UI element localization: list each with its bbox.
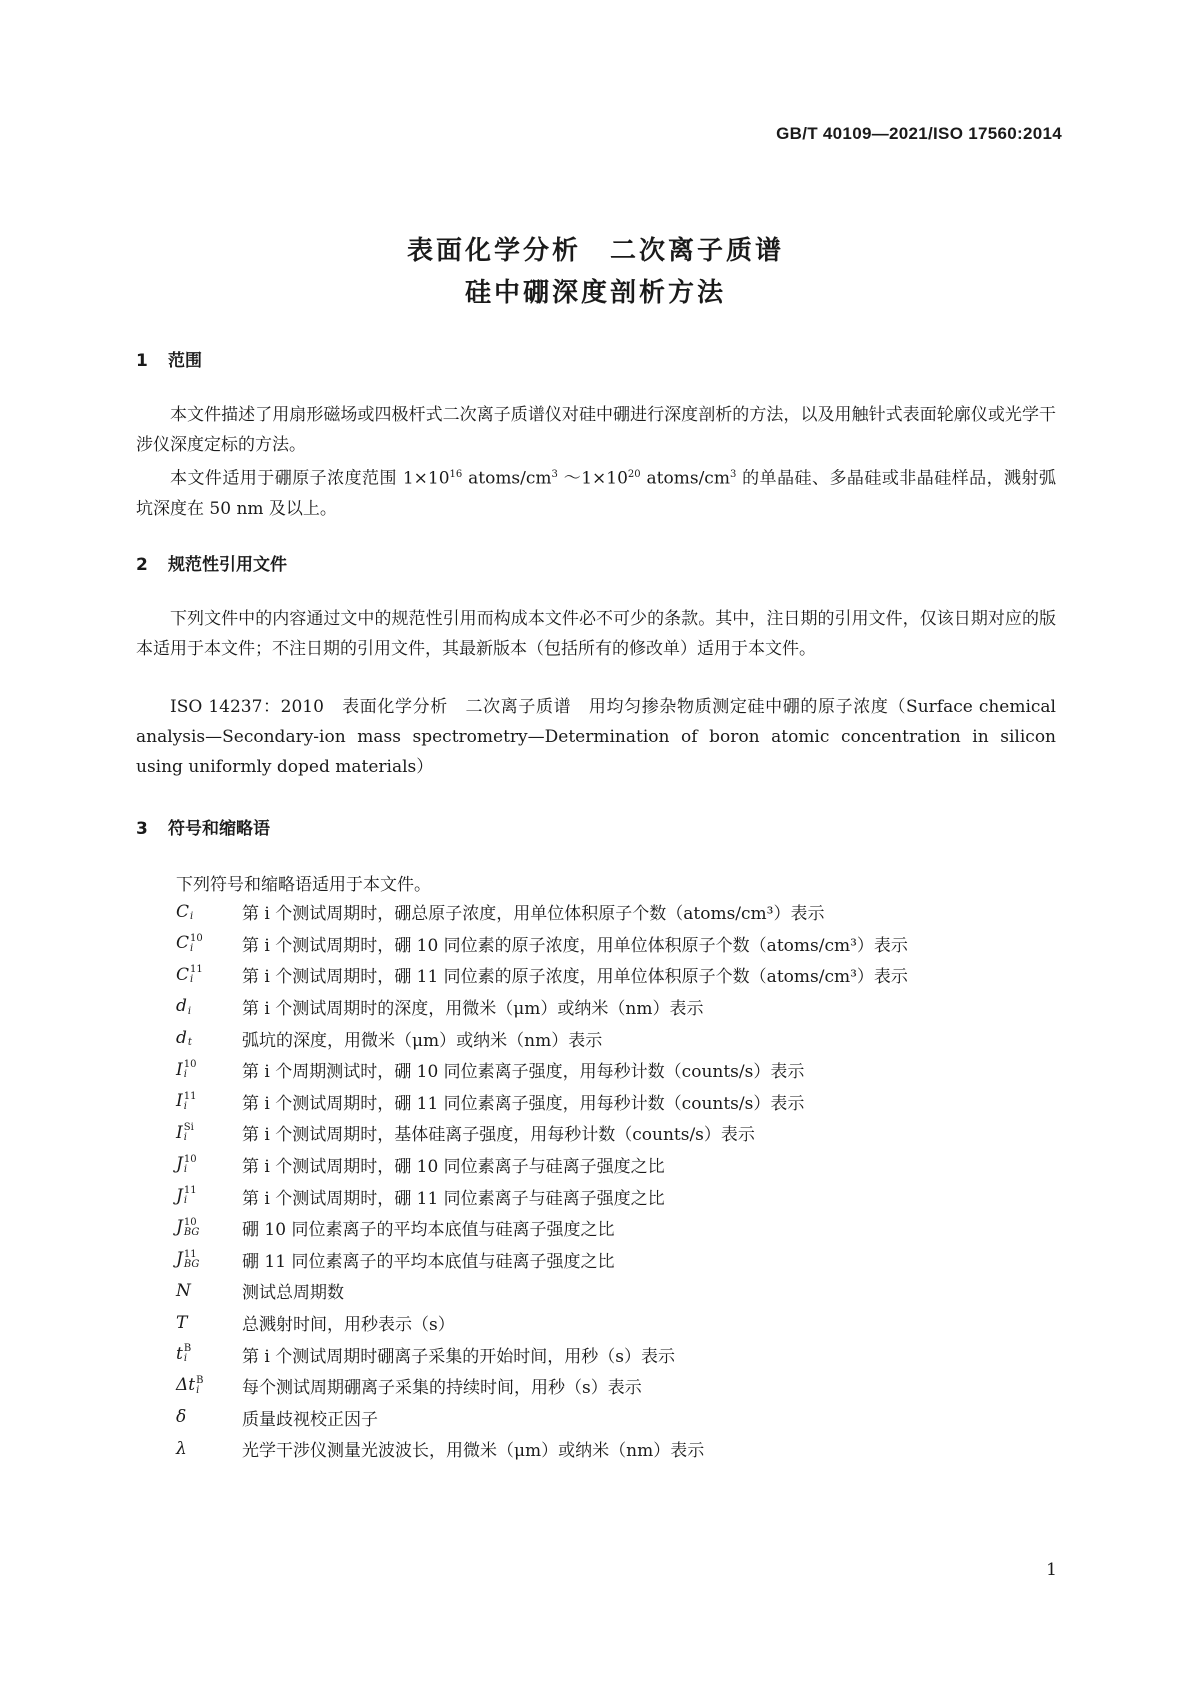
symbol-row: [176, 1275, 1056, 1307]
symbol-description: 第 i 个测试周期时，硼 11 同位素的原子浓度，用单位体积原子个数（atoms/cm³）表示: [242, 967, 908, 988]
symbol-description: 第 i 个测试周期时，硼总原子浓度，用单位体积原子个数（atoms/cm³）表示: [242, 904, 825, 925]
symbol-row: [176, 1149, 1056, 1181]
symbol-description: 第 i 个测试周期时，硼 10 同位素离子与硅离子强度之比: [242, 1157, 665, 1178]
symbol: J 11 BG: [176, 1248, 200, 1270]
symbol: C 10 i: [176, 932, 203, 954]
symbol: C i: [176, 901, 194, 923]
symbol-row: [176, 1022, 1056, 1054]
symbol-row: [176, 896, 1056, 928]
symbol: λ: [176, 1438, 187, 1459]
symbol-row: [176, 1244, 1056, 1276]
symbol-description: 光学干涉仪测量光波波长，用微米（μm）或纳米（nm）表示: [242, 1441, 705, 1462]
section-title: 范围: [168, 351, 202, 371]
symbol: J 10 BG: [176, 1216, 200, 1238]
symbol-description: 弧坑的深度，用微米（μm）或纳米（nm）表示: [242, 1030, 603, 1051]
section-title: 规范性引用文件: [168, 555, 287, 575]
symbol-row: [176, 1212, 1056, 1244]
symbol-row: [176, 1433, 1056, 1465]
symbol-description: 第 i 个测试周期时，硼 10 同位素的原子浓度，用单位体积原子个数（atoms/cm³）表示: [242, 935, 908, 956]
symbol: I 11 i: [176, 1090, 197, 1112]
symbol: d i: [176, 996, 192, 1017]
normative-reference-iso14237: ISO 14237：2010 表面化学分析 二次离子质谱 用均匀掺杂物质测定硅中硼的原子浓度（Surface chemical analysis—Secondary-ion mass spectrometry—Determination of boron atomic concentration in silicon using uniformly doped materials）: [136, 697, 1056, 777]
page-number: 1: [1046, 1560, 1057, 1580]
section-number: 2: [136, 555, 148, 575]
section-title: 符号和缩略语: [168, 819, 270, 839]
section-heading-scope: [136, 346, 202, 371]
symbol-row: [176, 928, 1056, 960]
symbol: δ: [176, 1407, 187, 1428]
symbol-description: 测试总周期数: [242, 1283, 344, 1304]
symbol-description: 第 i 个测试周期时，硼 11 同位素离子强度，用每秒计数（counts/s）表示: [242, 1093, 805, 1114]
symbol: I Si i: [176, 1122, 194, 1144]
symbol-row: [176, 991, 1056, 1023]
document-title-line2: 硅中硼深度剖析方法: [464, 278, 726, 308]
section-heading-normative: [136, 550, 287, 575]
symbol-description: 第 i 个周期测试时，硼 10 同位素离子强度，用每秒计数（counts/s）表示: [242, 1062, 805, 1083]
symbols-intro: 下列符号和缩略语适用于本文件。: [176, 875, 431, 895]
symbol-description: 硼 11 同位素离子的平均本底值与硅离子强度之比: [242, 1251, 615, 1272]
symbol-row: [176, 959, 1056, 991]
symbol-description: 每个测试周期硼离子采集的持续时间，用秒（s）表示: [242, 1378, 642, 1399]
symbol-row: [176, 1307, 1056, 1339]
symbol: J 11 i: [176, 1185, 197, 1207]
symbol-list: [176, 896, 1056, 1465]
symbol: N: [176, 1280, 191, 1301]
symbol-row: [176, 1402, 1056, 1434]
symbol-description: 质量歧视校正因子: [242, 1409, 378, 1430]
scope-paragraph-2: 本文件适用于硼原子浓度范围 $1\times 10^{16}$ atoms/$cm^3$ $\sim 1\times 10^{20}$ atoms/$cm^3$ 的单晶硅、多晶硅或非晶硅样品，溅射弧坑深度在 50 nm 及以上。: [136, 468, 1056, 519]
symbol-row: [176, 1338, 1056, 1370]
symbol: T: [176, 1312, 188, 1333]
symbol-description: 总溅射时间，用秒表示（s）: [242, 1315, 455, 1336]
normative-paragraph-1: 下列文件中的内容通过文中的规范性引用而构成本文件必不可少的条款。其中，注日期的引用文件，仅该日期对应的版本适用于本文件；不注日期的引用文件，其最新版本（包括所有的修改单）适用于本文件。: [136, 609, 1056, 659]
symbol: I 10 i: [176, 1059, 197, 1081]
symbol-row: [176, 1370, 1056, 1402]
section-number: 3: [136, 819, 148, 839]
symbol-description: 第 i 个测试周期时，硼 11 同位素离子与硅离子强度之比: [242, 1188, 665, 1209]
symbol: J 10 i: [176, 1153, 197, 1175]
scope-paragraph-1: 本文件描述了用扇形磁场或四极杆式二次离子质谱仪对硅中硼进行深度剖析的方法，以及用触针式表面轮廓仪或光学干涉仪深度定标的方法。: [136, 405, 1056, 455]
symbol-description: 第 i 个测试周期时的深度，用微米（μm）或纳米（nm）表示: [242, 999, 704, 1020]
symbol: C 11 i: [176, 964, 203, 986]
symbol: t B i: [176, 1343, 192, 1365]
symbol: Δt B i: [176, 1374, 204, 1396]
symbol-row: [176, 1086, 1056, 1118]
symbol-row: [176, 1180, 1056, 1212]
symbol-description: 硼 10 同位素离子的平均本底值与硅离子强度之比: [242, 1220, 615, 1241]
section-heading-symbols: [136, 814, 270, 839]
document-title-line1: 表面化学分析 二次离子质谱: [406, 236, 784, 266]
symbol-row: [176, 1117, 1056, 1149]
section-number: 1: [136, 351, 148, 371]
symbol: d t: [176, 1027, 192, 1049]
symbol-row: [176, 1054, 1056, 1086]
standard-number: GB/T 40109—2021/ISO 17560:2014: [776, 124, 1062, 143]
symbol-description: 第 i 个测试周期时，基体硅离子强度，用每秒计数（counts/s）表示: [242, 1125, 755, 1146]
symbol-description: 第 i 个测试周期时硼离子采集的开始时间，用秒（s）表示: [242, 1346, 675, 1367]
